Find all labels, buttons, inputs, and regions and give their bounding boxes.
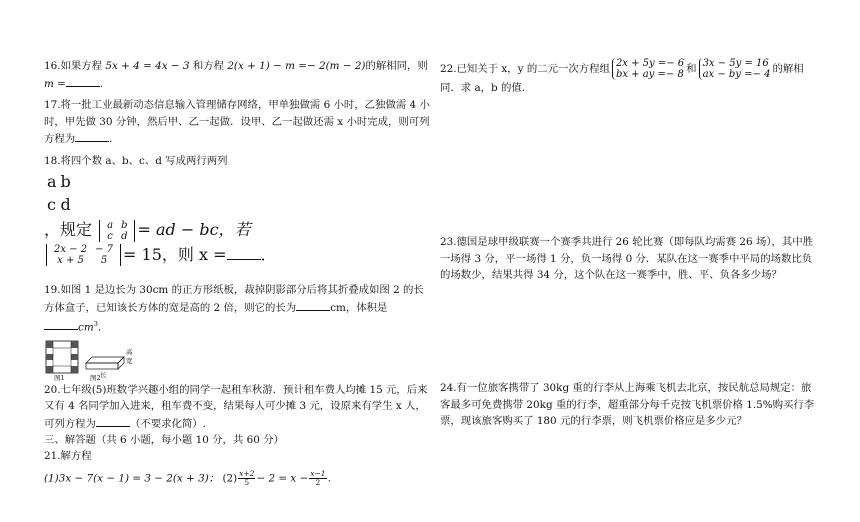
question-21-equations: (1)3x − 7(x − 1) = 3 − 2(x + 3)； (2) $\frac{x+2}{5}$ − 2 = x − $\frac{x-1}{2}$ . xyxy=(44,468,331,487)
section-3-heading: 三、解答题（共 6 小题，每小题 10 分，共 60 分） xyxy=(44,434,284,447)
left-column: 16.如果方程 5x + 4 = 4x − 3 和方程 2(x + 1) − m =− 2(m − 2)的解相同，则 m = . 17.将一批工业最新动态信息输入管理储存网络，甲单独做需 6 小时，乙独做需 4 小时，甲先做 30 分钟，然后甲、乙一起做．设甲、乙一起做还需 x 小时完成，则可列方程为 ． 18.将四个数 a、b、c、d 写成两行两列 a b c d ，规定 a b c d = ad − bc，若 2x − 2 − 7 x + 5 5 = 15，则 x = ． 19.如图 1 是边长为 30cm 的正方形纸板，裁掉阴影部分后将其折叠成如图 2 的长方体盒子，已知该长方体的宽是高的 2 倍，则它的长为 cm，体积是 $cm^3$. 高 宽 长 图1 图2 20.七年级(5)班数学兴趣小组的同学一起租车秋游．预计租车费人均摊 15 元，后来又有 4 名同学加入进来，租车费不变，结果每人可少摊 3 元，设原来有学生 x 人，可列方程为 （不要求化简）. 三、解答题（共 6 小题，每小题 10 分，共 60 分） 21.解方程 (1)3x − 7(x − 1) = 3 − 2(x + 3)； (2) $\frac{x+2}{5}$ − 2 = x − $\frac{x-1}{2}$ . xyxy=(44,58,432,487)
answer-blank[interactable] xyxy=(296,299,330,311)
right-column xyxy=(440,58,818,427)
question-17: 17.将一批工业最新动态信息输入管理储存网络，甲单独做需 6 小时，乙独做需 4 小时，甲先做 30 分钟，然后甲、乙一起做．设甲、乙一起做还需 x 小时完成，则可列方程为 ． xyxy=(44,99,430,145)
answer-blank[interactable] xyxy=(66,75,100,87)
answer-blank[interactable] xyxy=(44,318,78,330)
determinant-condition: 2x − 2 − 7 x + 5 5 xyxy=(46,244,121,266)
question-21-title: 21.解方程 xyxy=(44,450,92,463)
question-19: 19.如图 1 是边长为 30cm 的正方形纸板，裁掉阴影部分后将其折叠成如图 2 的长方体盒子，已知该长方体的宽是高的 2 倍，则它的长为 cm，体积是 $cm^3$. xyxy=(44,284,424,334)
answer-blank[interactable] xyxy=(75,130,109,142)
equation-system-1: 2x + 5y =− 6 bx + ay =− 8 xyxy=(612,58,684,80)
determinant-rule: a b c d xyxy=(99,220,135,242)
equation-system-2: 3x − 5y = 16 ax − by =− 4 xyxy=(699,58,771,80)
question-23: 23.德国是球甲级联赛一个赛季共进行 26 轮比赛（即每队均需赛 26 场），其中胜一场得 3 分，平一场得 1 分，负一场得 0 分．某队在这一赛季中平局的场数比负的场数少，结果共得 34 分，这个队在这一赛季中，胜、平、负各多少场？ xyxy=(440,236,814,281)
question-18: 18.将四个数 a、b、c、d 写成两行两列 xyxy=(44,154,228,167)
question-24: 24.有一位旅客携带了 30kg 重的行李从上海乘飞机去北京，按民航总局规定：旅客最多可免费携带 20kg 重的行李，超重部分每千克按飞机票价格 1.5%购买行李票，现该旅客购买了 180 元的行李票，则飞机票价格应是多少元？ xyxy=(440,382,815,427)
question-20: 20.七年级(5)班数学兴趣小组的同学一起租车秋游．预计租车费人均摊 15 元，后来又有 4 名同学加入进来，租车费不变，结果每人可少摊 3 元，设原来有学生 x 人，可列方程为 （不要求化简）. xyxy=(44,383,428,430)
answer-blank[interactable] xyxy=(96,415,130,427)
question-22: 22.已知关于 x，y 的二元一次方程组 2x + 5y =− 6 bx + ay =− 8 和 3x − 5y = 16 ax − by =− 4 的解相同．求 a，b 的值. xyxy=(440,58,804,94)
question-16: 16.如果方程 5x + 4 = 4x − 3 和方程 2(x + 1) − m =− 2(m − 2)的解相同，则 m = . xyxy=(44,60,428,90)
question-19-figure: 高 宽 长 图1 图2 xyxy=(44,339,432,377)
answer-blank[interactable] xyxy=(227,248,261,260)
